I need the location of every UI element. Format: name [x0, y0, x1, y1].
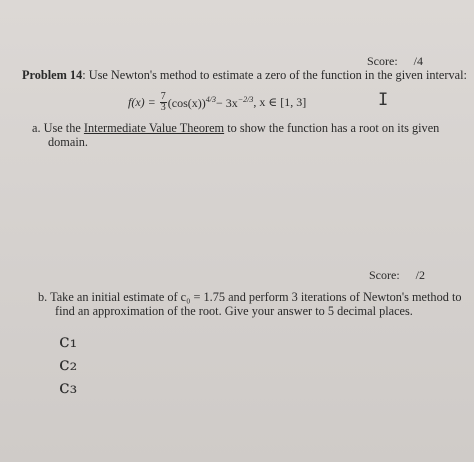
part-a-line-1 — [32, 121, 439, 136]
answer-label-c1: c₁ — [59, 330, 78, 352]
formula-lhs: f(x) = — [128, 95, 156, 109]
formula-second-term — [216, 95, 253, 111]
score-label: Score: — [367, 54, 398, 68]
ivt-term: Intermediate Value Theorem — [83, 121, 225, 135]
formula-fraction — [160, 92, 167, 113]
score-mid — [369, 268, 425, 283]
score-label: Score: — [369, 268, 400, 282]
part-a-line-2: domain. — [48, 135, 88, 149]
problem-number: Problem 14 — [22, 68, 83, 82]
score-total: /4 — [413, 54, 423, 68]
score-top — [367, 54, 423, 69]
part-b-line-1: b. Take an initial estimate of c₀ = 1.75 and perform 3 iterations of Newton's method to — [38, 290, 462, 304]
problem-instruction: : Use Newton's method to estimate a zero of the function in the given interval: — [82, 68, 467, 82]
fraction-numerator: 7 — [160, 91, 166, 102]
minus-term: − 3x — [215, 95, 238, 110]
function-formula — [128, 92, 306, 113]
part-a-prefix: a. Use the — [32, 121, 84, 135]
formula-domain: , x ∈ [1, 3] — [253, 95, 307, 109]
answer-label-c2: c₂ — [59, 353, 78, 375]
part-b-line-2: find an approximation of the root. Give your answer to 5 decimal places. — [55, 304, 413, 318]
fraction-denominator: 3 — [160, 102, 166, 113]
exponent-2: −2/3 — [237, 94, 254, 104]
answer-label-c3: c₃ — [59, 376, 78, 398]
text-cursor-icon: I — [378, 90, 389, 110]
cos-part: (cos(x)) — [167, 95, 206, 110]
formula-cos-term — [168, 95, 216, 111]
part-a-suffix: to show the function has a root on its given — [224, 121, 440, 135]
problem-statement — [22, 68, 467, 83]
score-total: /2 — [415, 268, 425, 282]
exponent-1: 4/3 — [205, 94, 216, 104]
